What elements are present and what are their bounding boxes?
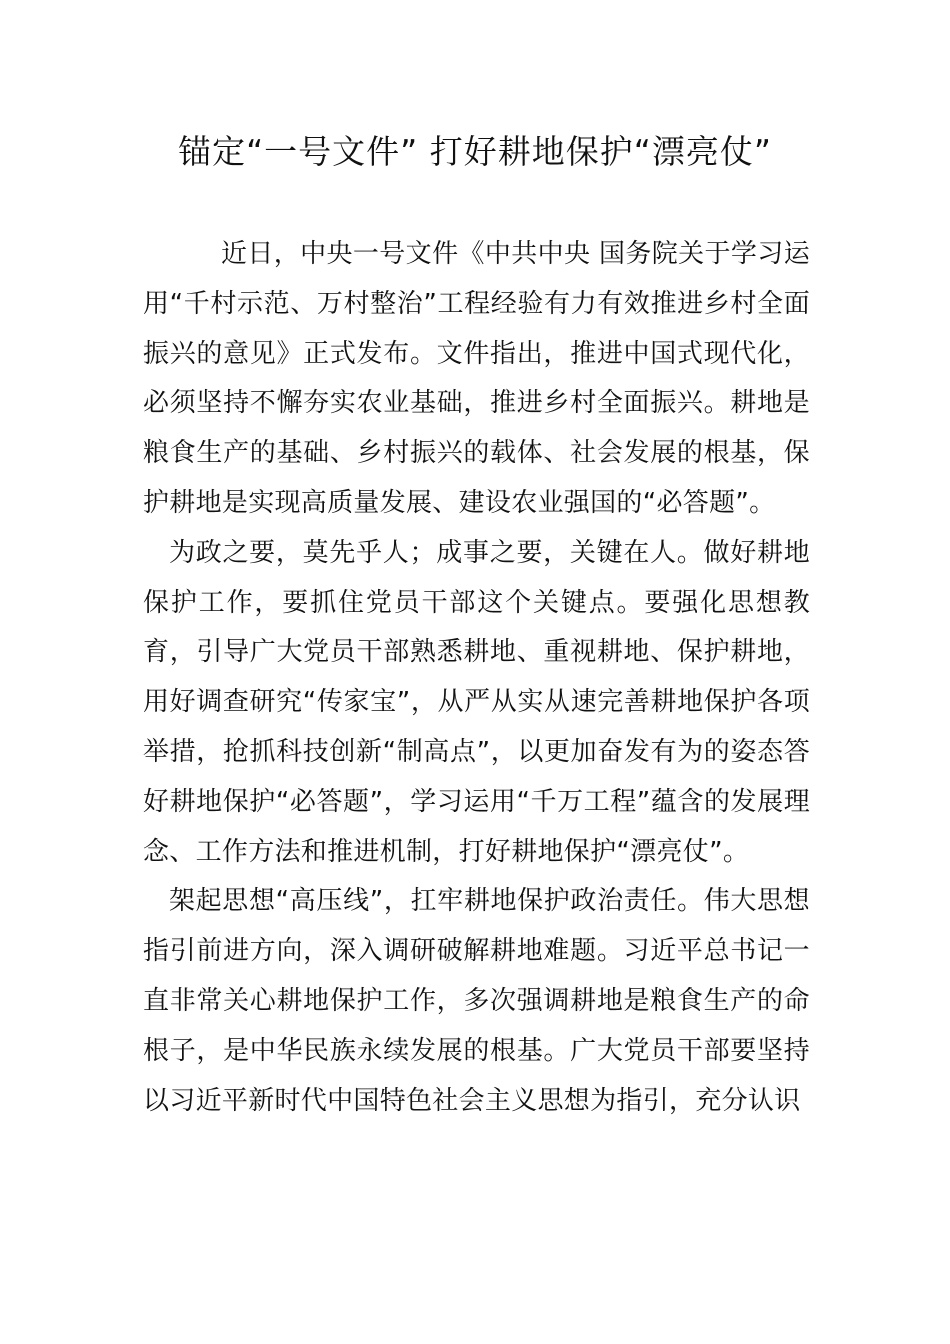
- document-body: [143, 230, 810, 1126]
- paragraph-intro: 近日，中央一号文件《中共中央 国务院关于学习运用“千村示范、万村整治”工程经验有力有效推进乡村全面振兴的意见》正式发布。文件指出，推进中国式现代化，必须坚持不懈夯实农业基础，推进乡村全面振兴。耕地是粮食生产的基础、乡村振兴的载体、社会发展的根基，保护耕地是实现高质量发展、建设农业强国的“必答题”。: [143, 239, 810, 518]
- document-title: 锚定“一号文件” 打好耕地保护“漂亮仗”: [178, 132, 772, 171]
- paragraph-political-responsibility: 架起思想“高压线”，扛牢耕地保护政治责任。伟大思想指引前进方向，深入调研破解耕地难题。习近平总书记一直非常关心耕地保护工作，多次强调耕地是粮食生产的命根子，是中华民族永续发展的根基。广大党员干部要坚持以习近平新时代中国特色社会主义思想为指引，充分认识: [143, 886, 810, 1116]
- paragraph-party-cadres: 为政之要，莫先乎人；成事之要，关键在人。做好耕地保护工作，要抓住党员干部这个关键点。要强化思想教育，引导广大党员干部熟悉耕地、重视耕地、保护耕地，用好调查研究“传家宝”，从严从实从速完善耕地保护各项举措，抢抓科技创新“制高点”，以更加奋发有为的姿态答好耕地保护“必答题”，学习运用“千万工程”蕴含的发展理念、工作方法和推进机制，打好耕地保护“漂亮仗”。: [143, 537, 810, 867]
